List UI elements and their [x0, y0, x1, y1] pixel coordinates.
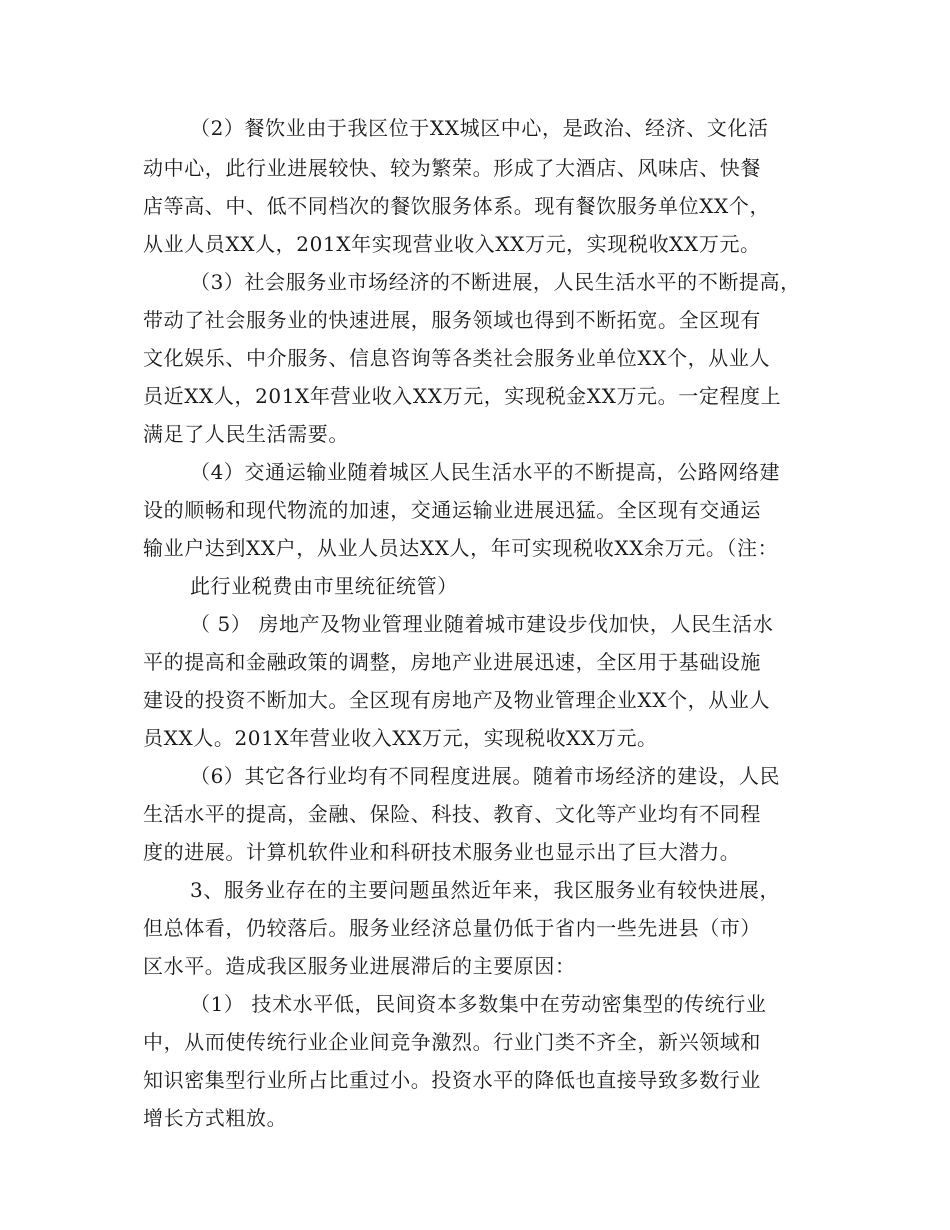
text-line: 员XX人。201X年营业收入XX万元，实现税收XX万元。 [143, 726, 658, 750]
text-line: 知识密集型行业所占比重过小。投资水平的降低也直接导致多数行业 [143, 1068, 761, 1092]
text-line: （6）其它各行业均有不同程度进展。随着市场经济的建设，人民 [190, 764, 781, 788]
text-line: 增长方式粗放。 [143, 1106, 288, 1130]
text-line: 3、服务业存在的主要问题虽然近年来，我区服务业有较快进展， [190, 878, 781, 902]
text-line: 动中心，此行业进展较快、较为繁荣。形成了大酒店、风味店、快餐 [143, 156, 761, 180]
text-line: （3）社会服务业市场经济的不断进展，人民生活水平的不断提高， [190, 270, 801, 294]
text-line: 从业人员XX人，201X年实现营业收入XX万元，实现税收XX万元。 [143, 232, 761, 256]
text-line: 输业户达到XX户，从业人员达XX人，年可实现税收XX余万元。（注： [143, 536, 779, 560]
text-line: 店等高、中、低不同档次的餐饮服务体系。现有餐饮服务单位XX个， [143, 194, 771, 218]
text-line: 生活水平的提高，金融、保险、科技、教育、文化等产业均有不同程 [143, 802, 761, 826]
text-line: 中，从而使传统行业企业间竞争激烈。行业门类不齐全，新兴领域和 [143, 1030, 761, 1054]
text-line: （2）餐饮业由于我区位于XX城区中心，是政治、经济、文化活 [190, 116, 769, 140]
text-line: （1） 技术水平低，民间资本多数集中在劳动密集型的传统行业 [190, 992, 767, 1016]
text-line: 文化娱乐、中介服务、信息咨询等各类社会服务业单位XX个，从业人 [143, 346, 771, 370]
text-line: 度的进展。计算机软件业和科研技术服务业也显示出了巨大潜力。 [143, 840, 741, 864]
text-line: 但总体看，仍较落后。服务业经济总量仍低于省内一些先进县（市） [143, 916, 761, 940]
text-line: 设的顺畅和现代物流的加速，交通运输业进展迅猛。全区现有交通运 [143, 498, 761, 522]
text-line: （4）交通运输业随着城区人民生活水平的不断提高，公路网络建 [190, 460, 781, 484]
text-line: 平的提高和金融政策的调整，房地产业进展迅速，全区用于基础设施 [143, 650, 761, 674]
text-line: 区水平。造成我区服务业进展滞后的主要原因： [143, 954, 576, 978]
text-line: 满足了人民生活需要。 [143, 422, 349, 446]
text-line: （ 5） 房地产及物业管理业随着城市建设步伐加快，人民生活水 [190, 612, 774, 636]
text-line: 带动了社会服务业的快速进展，服务领域也得到不断拓宽。全区现有 [143, 308, 761, 332]
text-line: 此行业税费由市里统征统管） [190, 574, 458, 598]
text-line: 员近XX人，201X年营业收入XX万元，实现税金XX万元。一定程度上 [143, 384, 782, 408]
text-line: 建设的投资不断加大。全区现有房地产及物业管理企业XX个，从业人 [143, 688, 771, 712]
